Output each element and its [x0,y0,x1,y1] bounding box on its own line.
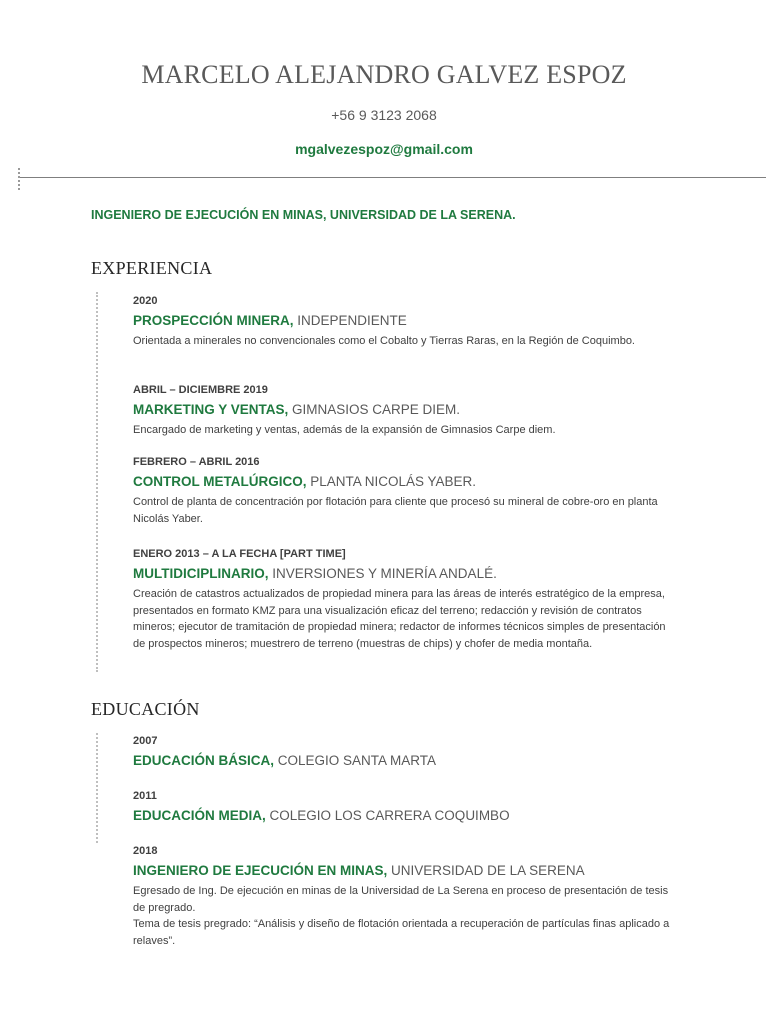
entry-organization: COLEGIO LOS CARRERA COQUIMBO [265,808,510,823]
entry-role [133,311,673,331]
entry-title: MARKETING Y VENTAS, [133,402,289,417]
entry-date: ABRIL – DICIEMBRE 2019 [133,384,268,396]
entry-role [133,861,673,881]
entry-description: Egresado de Ing. De ejecución en minas de la Universidad de La Serena en proceso de presentación de tesis de pregrado. [133,885,669,914]
entry-date: 2011 [133,790,157,802]
section-title-experience: EXPERIENCIA [91,258,213,278]
phone-number: +56 9 3123 2068 [331,107,437,123]
entry-date: FEBRERO – ABRIL 2016 [133,456,260,468]
entry-role [133,806,673,826]
experience-entry [133,294,673,350]
header-divider [20,177,766,178]
entry-date: 2020 [133,295,158,307]
entry-title: PROSPECCIÓN MINERA, [133,313,294,328]
entry-thesis-topic: Tema de tesis pregrado: “Análisis y diseño de flotación orientada a recuperación de partículas finas aplicado a relaves”. [133,918,670,947]
entry-date: ENERO 2013 – A LA FECHA [PART TIME] [133,548,346,560]
entry-organization: COLEGIO SANTA MARTA [274,753,437,768]
section-title-education: EDUCACIÓN [91,699,200,719]
professional-headline: INGENIERO DE EJECUCIÓN EN MINAS, UNIVERSIDAD DE LA SERENA. [91,208,516,222]
entry-title: MULTIDICIPLINARIO, [133,566,269,581]
entry-organization: GIMNASIOS CARPE DIEM. [288,402,461,417]
entry-description: Control de planta de concentración por flotación para cliente que procesó su mineral de cobre-oro en planta Nicolás Yaber. [133,496,658,525]
experience-entry [133,383,673,439]
email-address[interactable]: mgalvezespoz@gmail.com [295,141,473,157]
entry-description: Creación de catastros actualizados de propiedad minera para las áreas de interés estratégico de la empresa, presentados en formato KMZ para una visualización eficaz del terreno; redacción y revisión de contratos mineros; ejecutor de tramitación de propiedad minera; redactor de informes técnicos simples de presentación de prospectos mineros; muestrero de terreno (muestras de chips) y chofer de media montaña. [133,588,666,650]
entry-title: CONTROL METALÚRGICO, [133,474,307,489]
entry-role [133,472,673,492]
entry-title: INGENIERO DE EJECUCIÓN EN MINAS, [133,863,388,878]
entry-role [133,751,673,771]
entry-organization: INDEPENDIENTE [293,313,407,328]
entry-organization: PLANTA NICOLÁS YABER. [306,474,477,489]
entry-title: EDUCACIÓN MEDIA, [133,808,266,823]
experience-entry [133,547,673,652]
education-timeline [96,733,98,843]
entry-date: 2018 [133,845,158,857]
entry-organization: UNIVERSIDAD DE LA SERENA [387,863,585,878]
experience-entry [133,455,673,527]
entry-description: Orientada a minerales no convencionales como el Cobalto y Tierras Raras, en la Región de Coquimbo. [133,335,635,347]
entry-title: EDUCACIÓN BÁSICA, [133,753,275,768]
entry-organization: INVERSIONES Y MINERÍA ANDALÉ. [268,566,497,581]
candidate-name: MARCELO ALEJANDRO GALVEZ ESPOZ [141,60,627,89]
entry-role [133,564,673,584]
entry-date: 2007 [133,735,158,747]
experience-timeline [96,292,98,672]
margin-marker [18,168,22,190]
education-entry [133,844,673,949]
education-entry [133,789,673,826]
entry-description: Encargado de marketing y ventas, además de la expansión de Gimnasios Carpe diem. [133,424,556,436]
education-entry [133,734,673,771]
entry-role [133,400,673,420]
